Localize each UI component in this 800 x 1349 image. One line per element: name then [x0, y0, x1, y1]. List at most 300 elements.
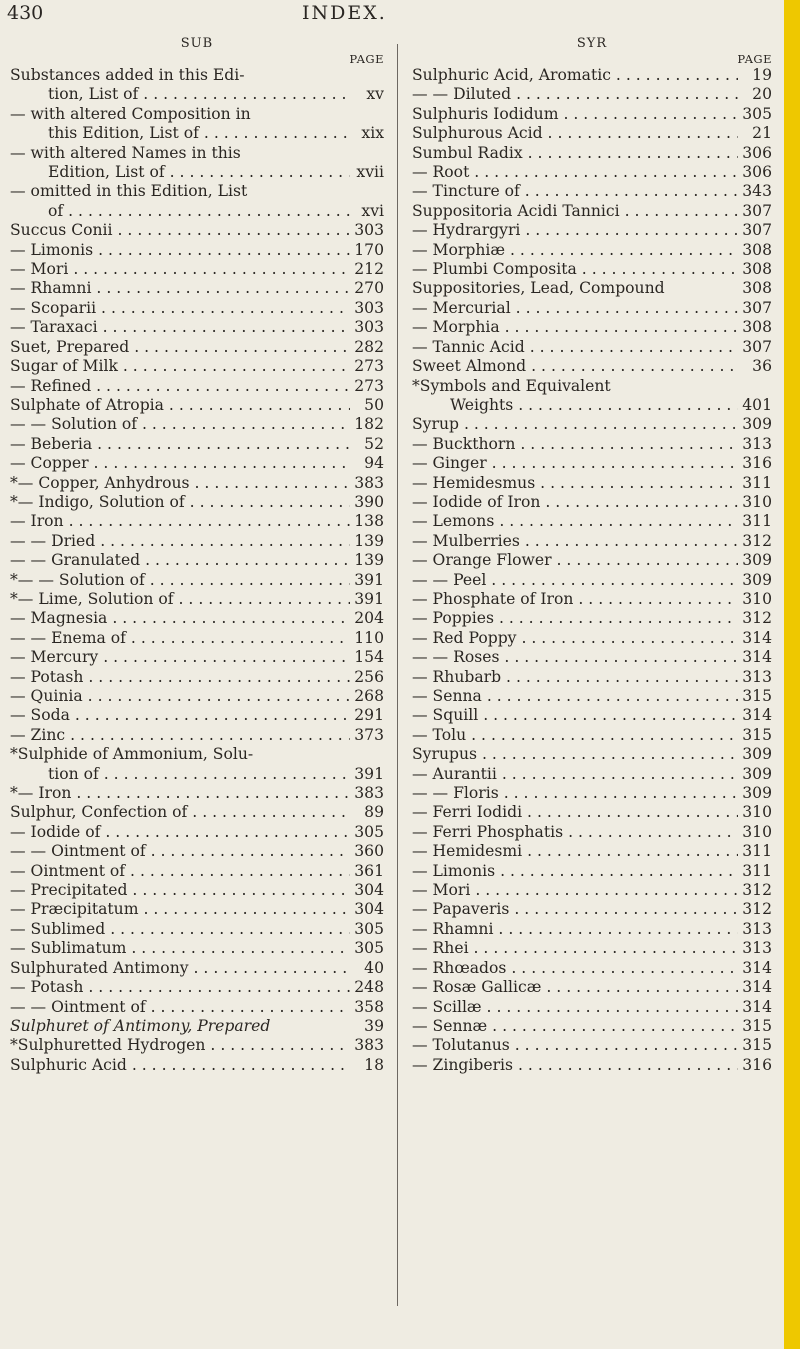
entry-page: 361 [354, 861, 384, 880]
left-entries [10, 66, 384, 1075]
entry-page: 313 [742, 667, 772, 686]
entry-page: 19 [752, 66, 772, 84]
entry-page: 307 [742, 337, 772, 356]
page-title: INDEX. [302, 2, 387, 24]
entry-page: 291 [354, 706, 384, 725]
index-entry [10, 435, 384, 454]
entry-text: — Zingiberis . . . [412, 1056, 738, 1075]
entry-page: 305 [354, 919, 384, 938]
entry-text: — Quinia . . . [10, 687, 350, 706]
entry-text: — Squill . . . [412, 706, 738, 725]
entry-text: — Precipitated . . . [10, 881, 350, 900]
entry-page: 310 [742, 492, 772, 511]
index-entry: *Sulphide of Ammonium, Solu- [10, 745, 254, 764]
entry-text: Sulphurous Acid . . . [412, 124, 738, 143]
index-entry [10, 493, 384, 512]
entry-page: 309 [742, 745, 772, 764]
index-entry [412, 668, 772, 687]
entry-text: — Taraxaci . . . [10, 318, 350, 337]
index-entry [10, 377, 384, 396]
page-header [0, 0, 784, 28]
entry-page: 312 [742, 900, 772, 919]
entry-text: — Iron . . . [10, 512, 350, 531]
index-entry [412, 571, 772, 590]
index-entry [412, 900, 772, 919]
index-entry [10, 318, 384, 337]
entry-page: 391 [354, 570, 384, 589]
entry-text: — — Solution of . . . [10, 415, 350, 434]
left-guide-word: SUB [180, 36, 214, 51]
entry-text: — Root . . . [412, 163, 738, 182]
entry-page: 315 [742, 687, 772, 705]
index-entry [412, 881, 772, 900]
entry-text: — Tincture of . . . [412, 182, 738, 201]
index-entry [10, 163, 384, 182]
entry-page: 270 [354, 279, 384, 298]
entry-page: 314 [742, 997, 772, 1016]
left-column [10, 34, 384, 1075]
entry-page: 308 [742, 240, 772, 259]
entry-page: 312 [742, 881, 772, 900]
index-entry [412, 105, 772, 124]
entry-text: — Hemidesmus . . . [412, 474, 738, 493]
index-entry [412, 202, 772, 221]
index-entry [412, 279, 772, 298]
entry-text: — Rhamni . . . [412, 920, 738, 939]
entry-page: xvi [361, 201, 384, 220]
right-column [412, 34, 772, 1075]
entry-text: — Morphia . . . [412, 318, 738, 337]
index-entry: — omitted in this Edition, List [10, 182, 248, 201]
entry-page: 39 [364, 1016, 384, 1035]
entry-text: — Sennæ . . . [412, 1017, 738, 1036]
entry-page: 40 [364, 958, 384, 977]
index-entry [10, 357, 384, 376]
entry-page: 306 [742, 163, 772, 182]
entry-text: — Præcipitatum . . . [10, 900, 350, 919]
index-entry [10, 299, 384, 318]
entry-text: Edition, List of . . . [48, 163, 350, 182]
index-entry [412, 415, 772, 434]
index-entry [412, 182, 772, 201]
index-entry [10, 590, 384, 609]
index-entry [412, 163, 772, 182]
index-entry [10, 765, 384, 784]
index-entry [10, 842, 384, 861]
index-entry [10, 706, 384, 725]
entry-page: 311 [742, 842, 772, 861]
entry-text: — — Dried . . . [10, 532, 350, 551]
entry-text: — Rosæ Gallicæ . . . [412, 978, 738, 997]
page-number: 430 [7, 2, 44, 24]
entry-page: 305 [354, 939, 384, 958]
index-entry [10, 551, 384, 570]
entry-page: 315 [742, 725, 772, 744]
index-entry [10, 241, 384, 260]
entry-text: — Mori . . . [412, 881, 738, 900]
entry-text: — Tolutanus . . . [412, 1036, 738, 1055]
entry-page: 383 [354, 1036, 384, 1055]
index-entry [412, 299, 772, 318]
entry-page: 204 [354, 609, 384, 628]
entry-page: 309 [742, 551, 772, 570]
index-entry [10, 784, 384, 803]
entry-text: — Soda . . . [10, 706, 350, 725]
entry-text: — Rhœados . . . [412, 959, 738, 978]
entry-text: — Iodide of Iron . . . [412, 493, 738, 512]
index-entry [412, 1056, 772, 1075]
entry-text: — Ferri Iodidi . . . [412, 803, 738, 822]
entry-page: 305 [742, 104, 772, 123]
index-entry: — with altered Composition in [10, 104, 251, 123]
index-entry [412, 823, 772, 842]
entry-page: 314 [742, 628, 772, 647]
entry-page: 311 [742, 861, 772, 880]
entry-page: 315 [742, 1036, 772, 1055]
entry-text: this Edition, List of . . . . [48, 124, 350, 143]
entry-page: 212 [354, 260, 384, 279]
index-entry [10, 279, 384, 298]
entry-text: — Hemidesmi . . . [412, 842, 738, 861]
entry-page: 52 [364, 434, 384, 453]
index-entry [412, 241, 772, 260]
entry-text: — Scoparii . . . [10, 299, 350, 318]
entry-text: — Limonis . . . [10, 241, 350, 260]
entry-page: 50 [364, 395, 384, 414]
right-page-label: PAGE [737, 52, 772, 66]
entry-text: — Copper . . . [10, 454, 350, 473]
index-entry [10, 474, 384, 493]
right-entries [412, 66, 772, 1075]
index-entry [10, 920, 384, 939]
entry-page: 314 [742, 648, 772, 667]
index-entry [412, 512, 772, 531]
entry-page: 305 [354, 822, 384, 841]
index-entry [412, 745, 772, 764]
entry-page: 358 [354, 997, 384, 1016]
entry-text: Suet, Prepared . . . [10, 338, 350, 357]
entry-page: xvii [356, 163, 384, 182]
entry-page: 303 [354, 298, 384, 317]
entry-page: 373 [354, 725, 384, 744]
index-entry [412, 66, 772, 85]
entry-text: — Magnesia . . . [10, 609, 350, 628]
index-entry [412, 260, 772, 279]
entry-page: 310 [742, 822, 772, 841]
entry-page: 311 [742, 473, 772, 492]
entry-page: 170 [354, 240, 384, 259]
entry-text: Sulphate of Atropia . . . [10, 396, 350, 415]
entry-page: 391 [354, 764, 384, 783]
entry-page: 307 [742, 201, 772, 220]
entry-text: *Sulphuretted Hydrogen . . . . [10, 1036, 350, 1055]
index-entry [10, 1056, 384, 1075]
entry-text: Sweet Almond . . . [412, 357, 738, 376]
entry-text: — Ferri Phosphatis . . . [412, 823, 738, 842]
entry-text: — Papaveris . . . [412, 900, 738, 919]
entry-text: — — Diluted . . . [412, 85, 738, 104]
index-entry [412, 396, 772, 415]
index-entry [10, 939, 384, 958]
entry-page: 309 [742, 570, 772, 589]
entry-text: Weights . . . [450, 396, 738, 415]
entry-page: 401 [742, 395, 772, 414]
right-guide-word: SYR [576, 36, 608, 51]
entry-text: — Mercurial . . . [412, 299, 738, 318]
index-entry [412, 357, 772, 376]
entry-text: — Sublimed . . . [10, 920, 350, 939]
index-entry [10, 862, 384, 881]
entry-page: 360 [354, 842, 384, 861]
index-entry [412, 435, 772, 454]
index-entry [412, 338, 772, 357]
index-entry [412, 1036, 772, 1055]
entry-text: *— Copper, Anhydrous . . . [10, 474, 350, 493]
index-entry [10, 512, 384, 531]
entry-page: 309 [742, 764, 772, 783]
index-entry [412, 144, 772, 163]
index-entry [10, 900, 384, 919]
entry-text: — Mulberries . . . [412, 532, 738, 551]
entry-text: *— Iron . . . [10, 784, 350, 803]
entry-page: 36 [752, 357, 772, 376]
entry-text: — — Ointment of . . . [10, 998, 350, 1017]
entry-text: tion, List of . . . [48, 85, 350, 104]
entry-page: 314 [742, 706, 772, 725]
entry-text: — Tannic Acid . . . [412, 338, 738, 357]
entry-text: — Potash . . . [10, 978, 350, 997]
entry-text: Sulphuric Acid . . . [10, 1056, 350, 1075]
index-entry [412, 454, 772, 473]
entry-text: *— — Solution of . . . [10, 571, 350, 590]
index-entry [10, 687, 384, 706]
entry-page: 313 [742, 919, 772, 938]
entry-text: — Beberia . . . [10, 435, 350, 454]
entry-text: — Mori . . . [10, 260, 350, 279]
entry-page: 308 [742, 279, 772, 298]
entry-text: — Aurantii . . . [412, 765, 738, 784]
entry-text: — Iodide of . . . [10, 823, 350, 842]
index-entry [10, 823, 384, 842]
column-divider [397, 44, 398, 1306]
entry-text: Syrup . . . [412, 415, 738, 434]
entry-text: — Scillæ . . . [412, 998, 738, 1017]
entry-page: 303 [354, 318, 384, 337]
index-entry [412, 803, 772, 822]
index-entry [412, 124, 772, 143]
index-entry [412, 609, 772, 628]
entry-text: Suppositoria Acidi Tannici . . . [412, 202, 738, 221]
entry-text: — Red Poppy . . . [412, 629, 738, 648]
entry-page: 314 [742, 958, 772, 977]
entry-page: 94 [364, 454, 384, 473]
entry-page: 308 [742, 318, 772, 337]
index-entry [10, 415, 384, 434]
entry-text: — — Granulated . . . [10, 551, 350, 570]
index-entry [10, 260, 384, 279]
index-entry [412, 648, 772, 667]
index-entry [412, 998, 772, 1017]
entry-text: — — Floris . . . [412, 784, 738, 803]
entry-text: Syrupus . . . [412, 745, 738, 764]
entry-text: Sulphur, Confection of . . . [10, 803, 350, 822]
entry-text: of . . . [48, 202, 350, 221]
entry-text: — Tolu . . . [412, 726, 738, 745]
index-entry [10, 998, 384, 1017]
entry-page: 307 [742, 298, 772, 317]
entry-text: — — Enema of . . . [10, 629, 350, 648]
entry-page: 310 [742, 803, 772, 822]
entry-text: Sulphurated Antimony . . . [10, 959, 350, 978]
entry-text: Suppositories, Lead, Compound [412, 279, 665, 298]
index-entry [412, 842, 772, 861]
entry-page: 391 [354, 589, 384, 608]
entry-page: 304 [354, 881, 384, 900]
entry-page: 306 [742, 143, 772, 162]
index-entry [412, 920, 772, 939]
entry-page: 110 [354, 628, 384, 647]
entry-text: — — Ointment of . . . [10, 842, 350, 861]
entry-text: — Plumbi Composita . . . [412, 260, 738, 279]
entry-text: — Limonis . . . [412, 862, 738, 881]
index-entry: Substances added in this Edi- [10, 66, 245, 84]
entry-text: — Potash . . . [10, 668, 350, 687]
entry-text: — Buckthorn . . . [412, 435, 738, 454]
index-entry [10, 396, 384, 415]
entry-text: — Ointment of . . . [10, 862, 350, 881]
index-entry [412, 629, 772, 648]
entry-page: 248 [354, 978, 384, 997]
index-entry [412, 706, 772, 725]
entry-page: 316 [742, 454, 772, 473]
entry-page: 390 [354, 492, 384, 511]
index-entry [412, 532, 772, 551]
entry-text: — Lemons . . . [412, 512, 738, 531]
index-entry [10, 629, 384, 648]
entry-page: 315 [742, 1016, 772, 1035]
entry-text: — Phosphate of Iron . . . [412, 590, 738, 609]
index-entry [412, 862, 772, 881]
entry-text: — Mercury . . . [10, 648, 350, 667]
index-entry [10, 338, 384, 357]
entry-text: Sulphuret of Antimony, Prepared [10, 1016, 271, 1035]
entry-page: 154 [354, 648, 384, 667]
entry-text: *— Lime, Solution of . . . [10, 590, 350, 609]
entry-page: 309 [742, 784, 772, 803]
index-entry [412, 959, 772, 978]
entry-text: Succus Conii . . . [10, 221, 350, 240]
entry-page: 343 [742, 182, 772, 201]
index-entry [10, 454, 384, 473]
entry-text: Sugar of Milk . . . [10, 357, 350, 376]
entry-page: 307 [742, 221, 772, 240]
entry-text: — Ginger . . . [412, 454, 738, 473]
entry-page: 311 [742, 512, 772, 531]
index-entry [412, 765, 772, 784]
page-edge [784, 0, 800, 1349]
index-entry [10, 609, 384, 628]
index-entry [10, 1036, 384, 1055]
index-entry [412, 726, 772, 745]
entry-page: 256 [354, 667, 384, 686]
index-entry [10, 221, 384, 240]
index-entry [412, 978, 772, 997]
entry-text: — — Roses . . . [412, 648, 738, 667]
index-entry [10, 85, 384, 104]
index-entry [412, 784, 772, 803]
index-entry [412, 1017, 772, 1036]
index-entry [412, 474, 772, 493]
entry-text: — Morphiæ . . . [412, 241, 738, 260]
index-entry [412, 493, 772, 512]
index-entry [10, 571, 384, 590]
index-entry [10, 959, 384, 978]
entry-text: — Rhubarb . . . [412, 668, 738, 687]
entry-page: 21 [752, 124, 772, 143]
entry-text: Sumbul Radix . . . [412, 144, 738, 163]
index-entry [412, 939, 772, 958]
index-entry [412, 318, 772, 337]
entry-text: — Refined . . . [10, 377, 350, 396]
entry-page: 282 [354, 337, 384, 356]
entry-text: — Rhamni . . . [10, 279, 350, 298]
entry-page: 268 [354, 687, 384, 705]
index-entry [10, 1017, 384, 1036]
index-entry: *Symbols and Equivalent [412, 376, 611, 395]
index-entry [10, 532, 384, 551]
entry-page: 309 [742, 415, 772, 434]
index-entry [412, 687, 772, 706]
entry-text: — Zinc . . . [10, 726, 350, 745]
entry-page: 383 [354, 473, 384, 492]
entry-page: 312 [742, 609, 772, 628]
entry-text: — Poppies . . . [412, 609, 738, 628]
left-page-label: PAGE [349, 52, 384, 66]
index-entry: — with altered Names in this [10, 143, 241, 162]
entry-page: 383 [354, 784, 384, 803]
entry-text: Sulphuris Iodidum . . . [412, 105, 738, 124]
index-entry [412, 590, 772, 609]
index-entry [10, 978, 384, 997]
entry-text: *— Indigo, Solution of . . . [10, 493, 350, 512]
index-entry [10, 803, 384, 822]
entry-page: 303 [354, 221, 384, 240]
entry-page: 139 [354, 551, 384, 570]
entry-page: xv [366, 85, 384, 104]
entry-page: 273 [354, 376, 384, 395]
entry-text: Sulphuric Acid, Aromatic . . . [412, 66, 738, 85]
index-entry [412, 551, 772, 570]
entry-text: tion of . . . [48, 765, 350, 784]
entry-page: 89 [364, 803, 384, 822]
entry-text: — Orange Flower . . . [412, 551, 738, 570]
entry-page: 139 [354, 531, 384, 550]
entry-page: 20 [752, 85, 772, 104]
entry-page: 308 [742, 260, 772, 279]
index-entry [412, 85, 772, 104]
entry-page: 310 [742, 589, 772, 608]
index-entry [10, 202, 384, 221]
entry-text: — Senna . . . [412, 687, 738, 706]
entry-page: 312 [742, 531, 772, 550]
entry-text: — — Peel . . . [412, 571, 738, 590]
entry-text: — Rhei . . . [412, 939, 738, 958]
entry-page: 18 [364, 1055, 384, 1074]
entry-page: 304 [354, 900, 384, 919]
entry-page: xix [361, 124, 384, 143]
index-entry [412, 221, 772, 240]
entry-text: — Hydrargyri . . . [412, 221, 738, 240]
